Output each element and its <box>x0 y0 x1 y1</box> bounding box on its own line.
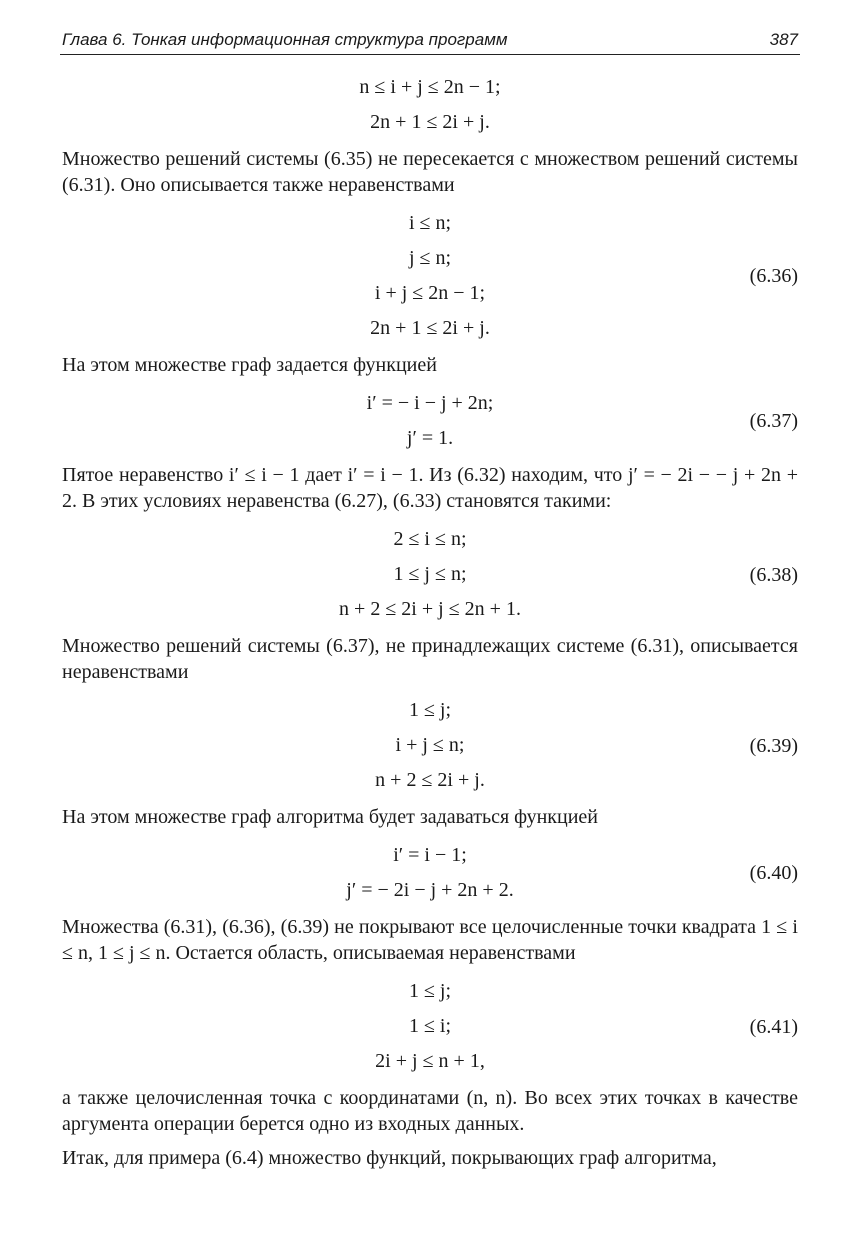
running-header <box>60 28 800 55</box>
paragraph: Итак, для примера (6.4) множество функций, покрывающих граф алгоритма, <box>62 1147 717 1169</box>
formula-line: n ≤ i + j ≤ 2n − 1; <box>359 76 501 98</box>
formula-line: 2i + j ≤ n + 1, <box>375 1050 485 1072</box>
formula-line: n + 2 ≤ 2i + j ≤ 2n + 1. <box>339 598 521 620</box>
equation-number: (6.37) <box>749 410 798 432</box>
formula-line: i + j ≤ n; <box>395 734 465 756</box>
formula-line: 2 ≤ i ≤ n; <box>393 528 467 550</box>
formula-block-6-40 <box>62 838 798 908</box>
formula-line: 2n + 1 ≤ 2i + j. <box>370 111 490 133</box>
formula-line: 1 ≤ j ≤ n; <box>393 563 467 585</box>
formula-block-6-36 <box>62 206 798 346</box>
formula-block-6-39 <box>62 693 798 798</box>
formula-line: i ≤ n; <box>408 212 452 234</box>
formula-line: j′ = − 2i − j + 2n + 2. <box>346 879 514 901</box>
equation-number: (6.39) <box>749 734 798 757</box>
formula-line: j′ = 1. <box>406 427 454 449</box>
formula-line: i′ = − i − j + 2n; <box>366 392 494 414</box>
paragraph: На этом множестве граф задается функцией <box>62 354 437 376</box>
formula-block <box>62 70 798 140</box>
formula-line: 1 ≤ j; <box>408 699 452 721</box>
formula-line: 1 ≤ i; <box>408 1015 452 1037</box>
formula-block-6-38 <box>62 522 798 627</box>
equation-number: (6.36) <box>749 265 798 287</box>
formula-line: 1 ≤ j; <box>408 980 452 1002</box>
paragraph: На этом множестве граф алгоритма будет задаваться функцией <box>62 806 599 828</box>
chapter-title: Глава 6. Тонкая информационная структура программ <box>62 30 508 49</box>
paragraph: Множество решений системы (6.35) не пересекается с множеством решений системы (6.31). Оно описывается также неравенствами <box>62 148 798 196</box>
formula-block-6-41 <box>62 974 798 1079</box>
equation-number: (6.38) <box>749 563 798 586</box>
paragraph: Множество решений системы (6.37), не принадлежащих системе (6.31), описывается неравенствами <box>62 635 798 683</box>
formula-line: n + 2 ≤ 2i + j. <box>375 769 485 791</box>
page-number: 387 <box>769 30 798 49</box>
paragraph: Множества (6.31), (6.36), (6.39) не покрывают все целочисленные точки квадрата 1 ≤ i ≤ n, 1 ≤ j ≤ n. Остается область, описываемая неравенствами <box>62 916 798 964</box>
page-body <box>62 70 798 1171</box>
formula-block-6-37 <box>62 386 798 456</box>
equation-number: (6.40) <box>749 862 798 884</box>
formula-line: i′ = i − 1; <box>393 844 467 866</box>
paragraph: Пятое неравенство i′ ≤ i − 1 дает i′ = i − 1. Из (6.32) находим, что j′ = − 2i − − j + 2n + 2. В этих условиях неравенства (6.27), (6.33) становятся такими: <box>62 464 798 512</box>
formula-line: i + j ≤ 2n − 1; <box>374 282 486 304</box>
paragraph: а также целочисленная точка с координатами (n, n). Во всех этих точках в качестве аргумента операции берется одно из входных данных. <box>62 1087 798 1135</box>
formula-line: 2n + 1 ≤ 2i + j. <box>370 317 490 339</box>
equation-number: (6.41) <box>749 1015 798 1038</box>
formula-line: j ≤ n; <box>408 247 452 269</box>
